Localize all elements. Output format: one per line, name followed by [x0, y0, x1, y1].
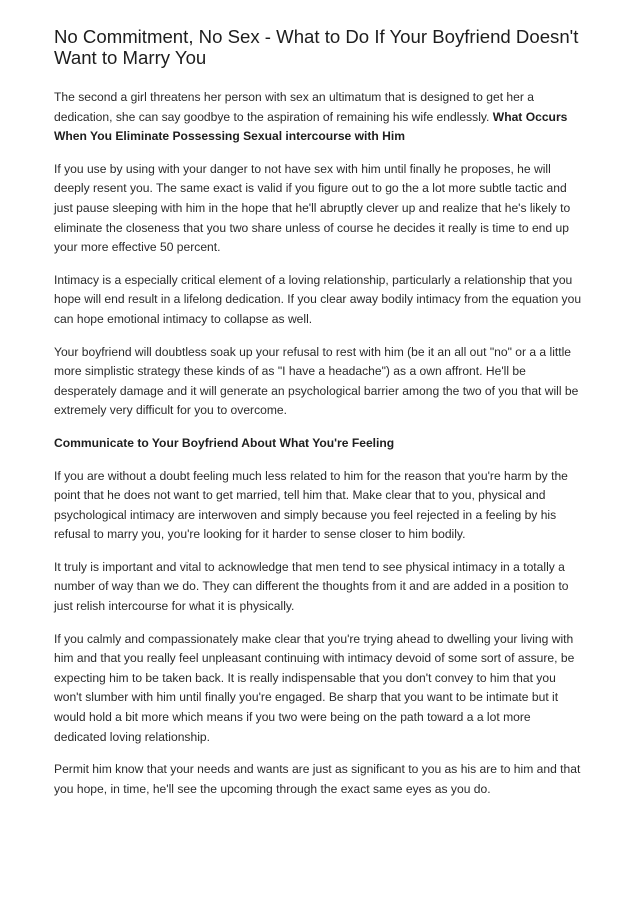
paragraph-8: Permit him know that your needs and wants are just as significant to you as his are to him and that you hope, in time, he'll see the upcoming through the exact same eyes as you do. — [54, 762, 581, 796]
inline-bold-heading: What Occurs When You Eliminate Possessing Sexual intercourse with Him — [54, 109, 568, 144]
paragraph-5: If you are without a doubt feeling much less related to him for the reason that you're harm by the point that he does not want to get married, tell him that. Make clear that to you, physical and psychological intimacy are interwoven and simply because you feel rejected in a feeling by his refusal to marry you, you're looking for it harder to sense closer to him bodily. — [54, 468, 568, 542]
document-title: No Commitment, No Sex - What to Do If Your Boyfriend Doesn't Want to Marry You — [54, 26, 579, 68]
paragraph-1-text: The second a girl threatens her person with sex an ultimatum that is designed to get her a dedication, she can say goodbye to the aspiration of remaining his wife endlessly. — [54, 90, 534, 124]
section-subheading: Communicate to Your Boyfriend About What You're Feeling — [54, 435, 395, 450]
paragraph-4: Your boyfriend will doubtless soak up your refusal to rest with him (be it an all out "no" or a a little more simplistic strategy these kinds of as "I have a headache") as a own affront. He'll be desperately damage and it will generate an psychological barrier among the two of you that will be extremely very difficult for you to overcome. — [54, 344, 579, 418]
paragraph-6: It truly is important and vital to acknowledge that men tend to see physical intimacy in a totally a number of way than we do. They can different the thoughts from it and are added in a position to just relish intercourse for what it is physically. — [54, 559, 569, 614]
paragraph-7: If you calmly and compassionately make clear that you're trying ahead to dwelling your living with him and that you really feel unpleasant continuing with intimacy devoid of some sort of assure, be expecting him to be taken back. It is really indispensable that you don't convey to him that you won't slumber with him until finally you're engaged. Be sharp that you want to be intimate but it would hold a bit more which means if you two were being on the path toward a a lot more dedicated loving relationship. — [54, 631, 575, 744]
paragraph-1 — [54, 88, 586, 147]
paragraph-2: If you use by using with your danger to not have sex with him until finally he proposes, he will deeply resent you. The same exact is valid if you figure out to go the a lot more subtle tactic and just pause sleeping with him in the hope that he'll abruptly clever up and realize that he's likely to eliminate the closeness that you two share unless of course he decides it really is time to end up your more effective 50 percent. — [54, 161, 571, 255]
paragraph-3: Intimacy is a especially critical element of a loving relationship, particularly a relationship that you hope will end result in a lifelong dedication. If you clear away bodily intimacy from the equation you can hope emotional intimacy to collapse as well. — [54, 272, 582, 326]
